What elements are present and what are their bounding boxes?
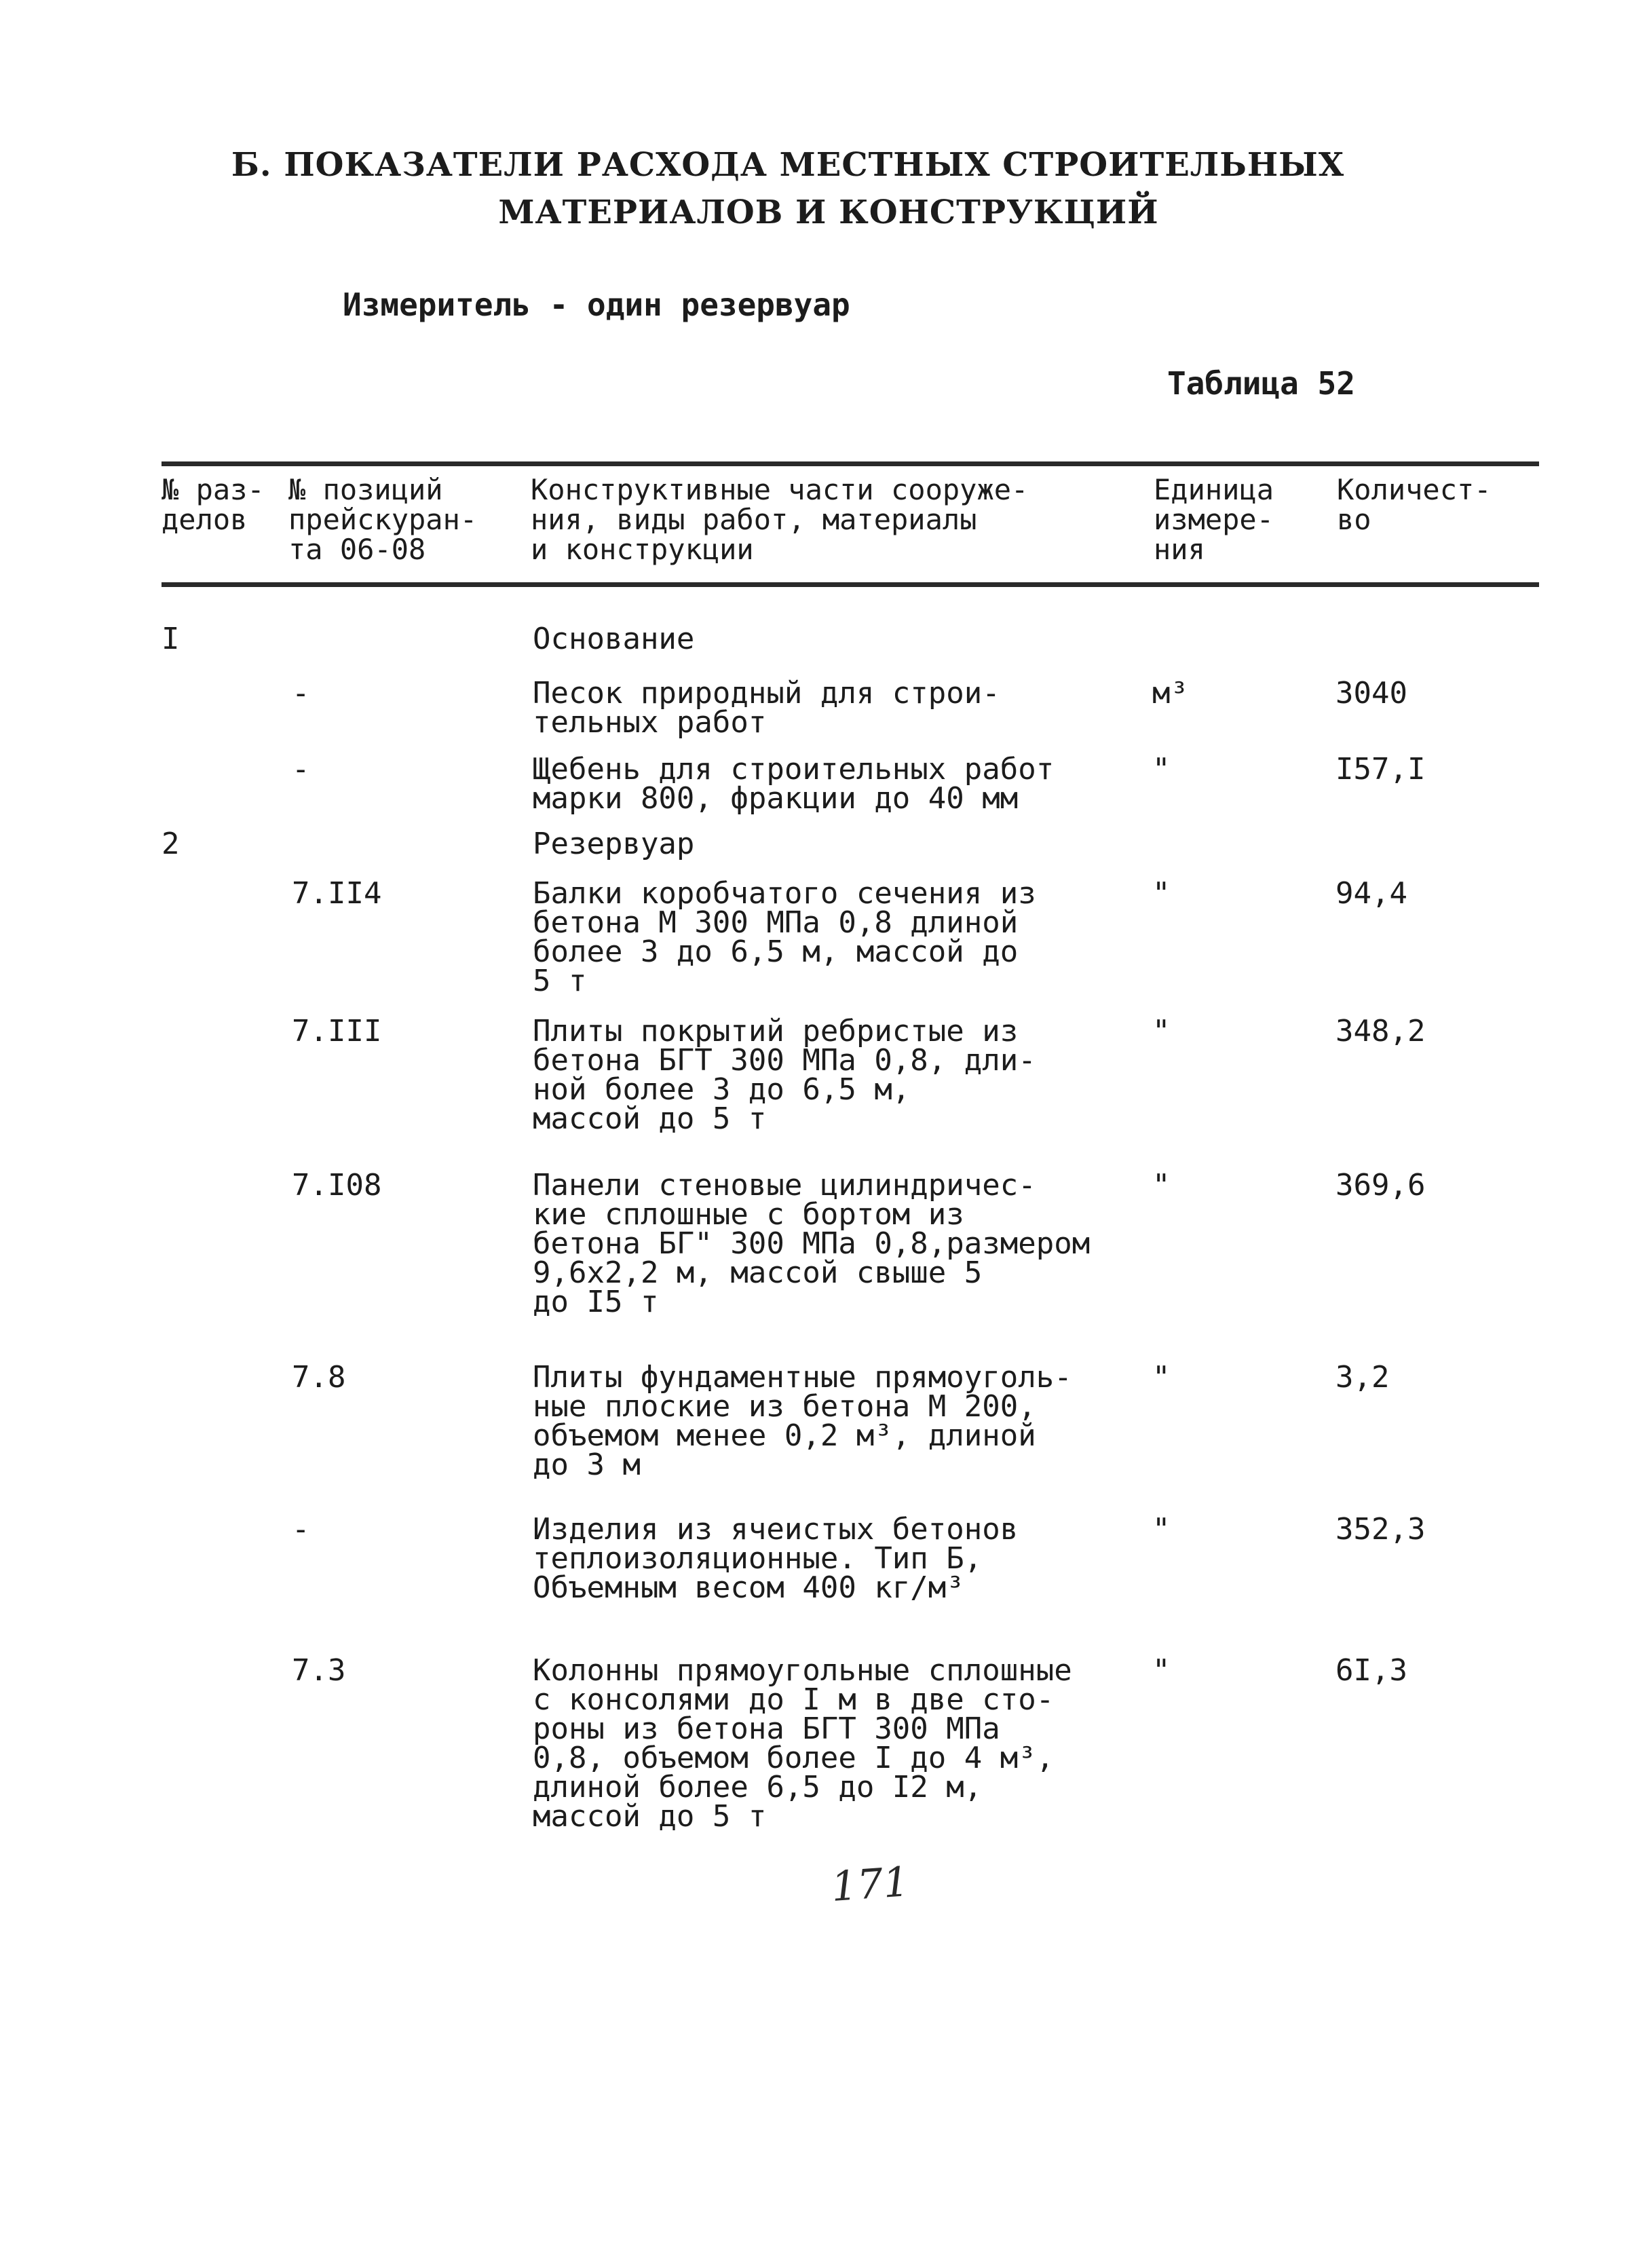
- cell-unit: ": [1152, 1014, 1171, 1048]
- cell-unit: ": [1152, 1653, 1171, 1688]
- table-top-rule: [162, 461, 1539, 466]
- cell-quantity: 94,4: [1335, 876, 1407, 911]
- cell-unit: м³: [1152, 676, 1188, 711]
- cell-quantity: I57,I: [1335, 752, 1426, 787]
- cell-position: -: [292, 676, 310, 711]
- cell-position: 7.II4: [292, 876, 382, 911]
- cell-quantity: 3,2: [1335, 1360, 1390, 1395]
- header-position: № позиций прейскуран- та 06-08: [288, 473, 478, 566]
- cell-section: 2: [162, 827, 180, 861]
- cell-quantity: 3040: [1335, 676, 1407, 711]
- handwritten-page-number: 171: [829, 1858, 911, 1911]
- cell-position: 7.III: [292, 1014, 382, 1048]
- cell-description: Панели стеновые цилиндричес- кие сплошные с бортом из бетона БГ" 300 МПа 0,8,размером 9,6х2,2 м, массой свыше 5 до I5 т: [533, 1168, 1091, 1319]
- cell-quantity: 6I,3: [1335, 1653, 1407, 1688]
- table-number-label: Таблица 52: [1167, 365, 1355, 402]
- header-section: № раз- делов: [162, 473, 265, 536]
- table-header-rule: [162, 582, 1539, 587]
- cell-unit: ": [1152, 876, 1171, 911]
- cell-quantity: 369,6: [1335, 1168, 1426, 1203]
- cell-description: Колонны прямоугольные сплошные с консолями до I м в две сто- роны из бетона БГТ 300 МПа 0,8, объемом более I до 4 м³, длиной более 6,5 до I2 м, массой до 5 т: [533, 1653, 1072, 1834]
- cell-position: -: [292, 752, 310, 787]
- cell-unit: ": [1152, 1512, 1171, 1547]
- cell-description: Балки коробчатого сечения из бетона М 300 МПа 0,8 длиной более 3 до 6,5 м, массой до 5 т: [533, 876, 1036, 998]
- header-quantity: Количест- во: [1337, 473, 1492, 536]
- cell-description: Песок природный для строи- тельных работ: [533, 676, 1000, 740]
- document-title-line2: МАТЕРИАЛОВ И КОНСТРУКЦИЙ: [498, 193, 1159, 231]
- cell-description: Основание: [533, 622, 695, 656]
- cell-position: 7.8: [292, 1360, 346, 1395]
- cell-description: Изделия из ячеистых бетонов теплоизоляционные. Тип Б, Объемным весом 400 кг/м³: [533, 1512, 1019, 1605]
- cell-unit: ": [1152, 1168, 1171, 1203]
- header-description: Конструктивные части сооруже- ния, виды работ, материалы и конструкции: [531, 473, 1029, 566]
- cell-description: Резервуар: [533, 827, 695, 861]
- cell-position: -: [292, 1512, 310, 1547]
- cell-unit: ": [1152, 752, 1171, 787]
- meter-label: Измеритель - один резервуар: [343, 286, 850, 323]
- header-unit: Единица измере- ния: [1154, 473, 1274, 566]
- cell-position: 7.3: [292, 1653, 346, 1688]
- cell-description: Плиты фундаментные прямоуголь- ные плоские из бетона М 200, объемом менее 0,2 м³, длиной до 3 м: [533, 1360, 1072, 1482]
- document-title-line1: Б. ПОКАЗАТЕЛИ РАСХОДА МЕСТНЫХ СТРОИТЕЛЬНЫХ: [231, 146, 1345, 184]
- cell-quantity: 352,3: [1335, 1512, 1426, 1547]
- cell-unit: ": [1152, 1360, 1171, 1395]
- cell-description: Щебень для строительных работ марки 800, фракции до 40 мм: [533, 752, 1055, 816]
- cell-position: 7.I08: [292, 1168, 382, 1203]
- cell-section: I: [162, 622, 180, 656]
- cell-quantity: 348,2: [1335, 1014, 1426, 1048]
- cell-description: Плиты покрытий ребристые из бетона БГТ 300 МПа 0,8, дли- ной более 3 до 6,5 м, массой до 5 т: [533, 1014, 1036, 1136]
